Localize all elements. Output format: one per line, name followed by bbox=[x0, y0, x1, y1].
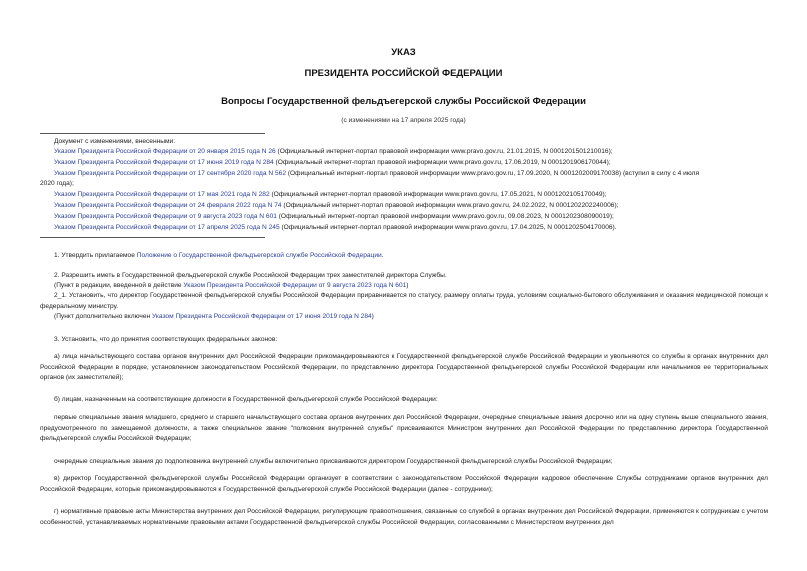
paragraph-3a: а) лица начальствующего состава органов внутренних дел Российской Федерации прикомандировываются к Государственной фельдъегерской службе Российской Федерации и увольняются со службы в органах внутренних дел Российской Федерации в порядке, установленном законодательством Российской Федерации, по представлению директора Государственной фельдъегерской службы Российской Федерации или начальников ее территориальных органов (их заместителей); bbox=[40, 353, 768, 381]
amendment-details: (Официальный интернет-портал правовой информации www.pravo.gov.ru, 21.01.2015, N 0001201501210016); bbox=[275, 148, 613, 155]
amendment-link[interactable]: Указом Президента Российской Федерации от 20 января 2015 года N 26 bbox=[54, 148, 276, 155]
amendment-item bbox=[54, 224, 617, 232]
amendment-link[interactable]: Указом Президента Российской Федерации от 17 мая 2021 года N 282 bbox=[54, 191, 270, 198]
amendment-link[interactable]: Указом Президента Российской Федерации от 9 августа 2023 года N 601 bbox=[54, 213, 277, 220]
amendment-details: (Официальный интернет-портал правовой информации www.pravo.gov.ru, 17.05.2021, N 0001202105170049); bbox=[269, 191, 607, 198]
amendment-continuation: 2020 года); bbox=[40, 180, 74, 187]
amendments-top-rule bbox=[40, 133, 265, 134]
note-text: (Пункт дополнительно включен bbox=[54, 313, 152, 320]
amendment-details: (Официальный интернет-портал правовой информации www.pravo.gov.ru, 17.09.2020, N 0001202009170038) (вступил в силу с 4 июля bbox=[286, 170, 700, 177]
amendment-link[interactable]: Указом Президента Российской Федерации от 9 августа 2023 года N 601 bbox=[183, 282, 407, 289]
paragraph-2: 2. Разрешить иметь в Государственной фельдъегерской службе Российской Федерации трех заместителей директора Службы. bbox=[54, 272, 447, 279]
paragraph-3b-2: очередные специальные звания до подполковника внутренней службы включительно присваиваются директором Государственной фельдъегерской службы Российской Федерации; bbox=[54, 458, 613, 465]
amendment-details: (Официальный интернет-портал правовой информации www.pravo.gov.ru, 17.06.2019, N 0001201906170044); bbox=[273, 159, 611, 166]
amendment-item bbox=[54, 213, 614, 221]
amendment-item bbox=[54, 148, 613, 156]
paragraph-3b-1: первые специальные звания младшего, среднего и старшего начальствующего состава органов внутренних дел Российской Федерации, очередные специальные звания досрочно или на одну ступень выше специального звания, предусмотренного по замещаемой должности, а также специальное звание "полковник внутренней службы" присваиваются Министром внутренних дел Российской Федерации по представлению директора Государственной фельдъегерской службы Российской Федерации; bbox=[40, 414, 768, 442]
paragraph-2-1: 2_1. Установить, что директор Государственной фельдъегерской службы Российской Федерации приравнивается по статусу, размеру оплаты труда, условиям социально-бытового обслуживания и оказания медицинской помощи к федеральному министру. bbox=[40, 292, 768, 310]
decree-heading: УКАЗ bbox=[391, 47, 416, 58]
paragraph-1 bbox=[54, 252, 384, 260]
amendment-link[interactable]: Указом Президента Российской Федерации от 17 сентября 2020 года N 562 bbox=[54, 170, 286, 177]
paragraph-3g: г) нормативные правовые акты Министерства внутренних дел Российской Федерации, регулирующие правоотношения, связанные со службой в органах внутренних дел Российской Федерации, применяются к сотрудникам с учетом особенностей, устанавливаемых нормативными правовыми актами Государственной фельдъегерской службы Российской Федерации, согласованными с Министерством внутренних дел bbox=[40, 508, 768, 526]
regulation-link[interactable]: Положение о Государственной фельдъегерской службе Российской Федерации bbox=[136, 252, 382, 259]
amendment-link[interactable]: Указом Президента Российской Федерации от 17 июня 2019 года N 284 bbox=[54, 159, 274, 166]
paragraph-2-note bbox=[54, 282, 409, 290]
paragraph-text: . bbox=[381, 252, 384, 259]
amendment-item bbox=[54, 191, 607, 199]
amendment-link[interactable]: Указом Президента Российской Федерации от 17 апреля 2025 года N 245 bbox=[54, 224, 280, 231]
paragraph-text: 1. Утвердить прилагаемое bbox=[54, 252, 137, 259]
amendments-bottom-rule bbox=[40, 237, 265, 238]
amendment-item bbox=[54, 202, 619, 210]
amendment-details: (Официальный интернет-портал правовой информации www.pravo.gov.ru, 17.04.2025, N 0001202504170006). bbox=[279, 224, 617, 231]
document-title: Вопросы Государственной фельдъегерской службы Российской Федерации bbox=[221, 96, 586, 107]
revision-note: (с изменениями на 17 апреля 2025 года) bbox=[341, 117, 466, 124]
paragraph-2-1-note bbox=[54, 313, 374, 321]
issuer-heading: ПРЕЗИДЕНТА РОССИЙСКОЙ ФЕДЕРАЦИИ bbox=[304, 68, 503, 79]
amendment-item bbox=[54, 170, 699, 178]
paragraph-3b: б) лицам, назначенным на соответствующие должности в Государственной фельдъегерской службе Российской Федерации: bbox=[54, 396, 438, 403]
amendment-details: (Официальный интернет-портал правовой информации www.pravo.gov.ru, 24.02.2022, N 0001202202240006); bbox=[281, 202, 619, 209]
amendments-intro: Документ с изменениями, внесенными: bbox=[54, 138, 176, 145]
amendment-item bbox=[54, 159, 611, 167]
note-text: ) bbox=[406, 282, 409, 289]
paragraph-3v: в) директор Государственной фельдъегерской службы Российской Федерации организует в соответствии с законодательством Российской Федерации кадровое обеспечение Службы сотрудниками органов внутренних дел Российской Федерации, которые прикомандировываются к Государственной фельдъегерской службе Российской Федерации (далее - сотрудники); bbox=[40, 475, 768, 493]
amendment-details: (Официальный интернет-портал правовой информации www.pravo.gov.ru, 09.08.2023, N 0001202308090019); bbox=[276, 213, 614, 220]
note-text: ) bbox=[371, 313, 374, 320]
paragraph-3: 3. Установить, что до принятия соответствующих федеральных законов: bbox=[54, 336, 278, 343]
amendment-link[interactable]: Указом Президента Российской Федерации от 24 февраля 2022 года N 74 bbox=[54, 202, 282, 209]
amendment-link[interactable]: Указом Президента Российской Федерации от 17 июня 2019 года N 284 bbox=[151, 313, 372, 320]
note-text: (Пункт в редакции, введенной в действие bbox=[54, 282, 184, 289]
